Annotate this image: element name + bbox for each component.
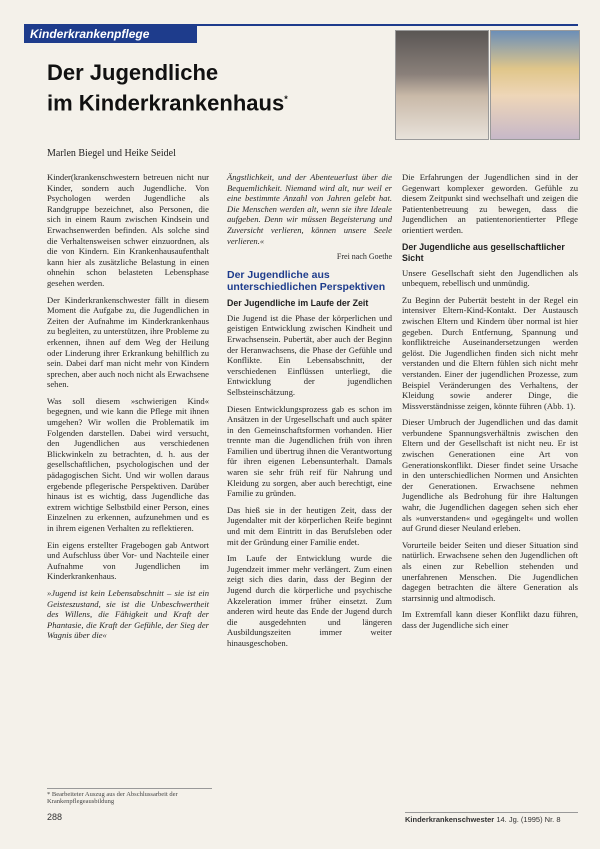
paragraph: Dieser Umbruch der Jugendlichen und das damit verbundene Spannungsverhältnis zwischen den Eltern und der Gesellschaft ist nicht neu. Er ist zwischen Generationen eine Art von Generationskonflikt. Dieser findet seine Ursache in den unterschiedlichen Normen und Ansichten der Generationen. Erwachsene nehmen Jugendliche als Bedrohung für ihre Haltungen wahr, die Jugendlichen dagegen sehen sich eher als »unverstanden« und »gegängelt« und wollen auf Grund dieser Neuland erleben. xyxy=(402,417,578,534)
paragraph: Ein eigens erstellter Fragebogen gab Antwort und Aufschluss über Vor- und Nachteile einer Aufnahme von Jugendlichen im Kinderkrankenhaus. xyxy=(47,539,209,582)
quote-block-continued: Ängstlichkeit, und der Abenteuerlust über die Bequemlichkeit. Niemand wird alt, nur weil er eine bestimmte Anzahl von Jahren gelebt hat. Die Menschen werden alt, wenn sie ihre Ideale aufgeben. Denn wir müssen Begeisterung und Zuversicht verlieren, können unsere Seele verlieren.« xyxy=(227,172,392,246)
paragraph: Die Erfahrungen der Jugendlichen sind in der Gegenwart komplexer geworden. Gefühle zu diesem Zeitpunkt sind wechselhaft und zeigen die Patientenbetreuung zu bewegen, dass die Jugendlichen an patientenorientierter Pflege orientiert werden. xyxy=(402,172,578,235)
paragraph: Kinder(krankenschwestern betreuen nicht nur Kinder, sondern auch Jugendliche. Von Psychologen werden Jugendliche als Randgruppe bezeichnet, also Personen, die sich in einem Raum zwischen Kindsein und Erwachsenwerden befinden. Als solche sind die Verhaltensweisen schwer einzuordnen, als die von Kindern. Ein Krankenhausaufenthalt kann hier als zusätzliche Belastung in einen ohnehin schon belasteten Lebensphase gesehen werden. xyxy=(47,172,209,288)
author-photo-2 xyxy=(490,30,580,140)
subsection-heading: Der Jugendliche aus gesellschaftlicher Sicht xyxy=(402,241,565,263)
paragraph: Das hieß sie in der heutigen Zeit, dass der Jugendalter mit der körperlichen Reife beginnt und mit dem Eintritt in das Berufsleben oder mit der Gründung einer Familie endet. xyxy=(227,504,392,547)
column-2 xyxy=(227,172,392,655)
paragraph: Der Kinderkrankenschwester fällt in diesem Moment die Aufgabe zu, die Jugendlichen in Zeiten der Aufnahme im Kinderkrankenhaus zu begleiten, zu unterstützen, ihre Probleme zu erkennen, ihnen auf dem Weg der Heilung oder Linderung ihrer Erkrankung behilflich zu sein. Dabei darf man nicht mehr von Kindern sprechen, aber auch noch nicht als Erwachsene sehen. xyxy=(47,294,209,390)
paragraph: Unsere Gesellschaft sieht den Jugendlichen als unbequem, rebellisch und unmündig. xyxy=(402,267,578,289)
title-line-2 xyxy=(47,86,377,116)
paragraph: Was soll diesem »schwierigen Kind« begegnen, und wie kann die Pflege mit ihnen umgehen? Wir wollen die Problematik im Folgenden darstellen. Dabei wird versucht, den Jugendlichen aus verschiedenen Blickwinkeln zu betrachten, d. h. aus der gesellschaftlichen, psychologischen und der pädagogischen Sicht. Und wir wollen daraus ergebende pflegerische Perspektiven. Darüber hinaus ist es wichtig, dass Jugendliche das extrem wichtige Selbstbild einer Person, eines Einzelnen zu erkennen, aufzunehmen und es in ihrem eigenen Verhalten zu reflektieren. xyxy=(47,395,209,533)
quote-block: »Jugend ist kein Lebensabschnitt – sie ist ein Geisteszustand, sie ist die Unbeschwertheit des Willens, die Fähigkeit und Kraft der Phantasie, die Kraft der Gefühle, der Sieg der Wagnis über die« xyxy=(47,587,209,641)
authors-line: Marlen Biegel und Heike Seidel xyxy=(47,148,176,159)
paragraph: Die Jugend ist die Phase der körperlichen und geistigen Entwicklung zwischen Kindheit und Erwachsensein. Pubertät, aber auch der Beginn der Heranwachsens, die Phase der Gefühle und Konflikte. Ein Lebensabschnitt, der verschiedenen Einflüssen unterliegt, die Entwicklung der jugendlichen Selbsteinschätzung. xyxy=(227,312,392,397)
title-line-2-text: im Kinderkrankenhaus xyxy=(47,90,285,116)
footer-journal-line xyxy=(405,812,578,824)
paragraph: Zu Beginn der Pubertät besteht in der Regel ein intensiver Eltern-Kind-Kontakt. Der Austausch zwischen Eltern und Kindern über normal ist hier gegeben. Durch Entfernung, Spannung und konfliktreiche Auseinandersetzungen werden gelöst. Die Jugendlichen finden sich nicht mehr verstanden und die Eltern fühlen sich nicht mehr verstanden. Einer der jugendlichen Prozesse, zum Beispiel Veränderungen des Verhaltens, der Kleidung sowie anderer Dinge, die Missverständnisse zeigen, könnte führen (Abb. 1). xyxy=(402,294,578,411)
article-title xyxy=(47,60,377,116)
title-line-1: Der Jugendliche xyxy=(47,60,219,85)
section-header: Kinderkrankenpflege xyxy=(24,26,197,43)
subsection-heading: Der Jugendliche im Laufe der Zeit xyxy=(227,297,369,308)
journal-issue: 14. Jg. (1995) Nr. 8 xyxy=(496,815,561,824)
page-number: 288 xyxy=(47,812,63,822)
author-photo-1 xyxy=(395,30,489,140)
footnote: * Bearbeiteter Auszug aus der Abschlussarbeit der Krankenpflegeausbildung xyxy=(47,788,212,805)
section-heading: Der Jugendliche aus unterschiedlichen Perspektiven xyxy=(227,268,386,294)
column-3 xyxy=(402,172,578,637)
quote-source: Frei nach Goethe xyxy=(336,252,392,262)
paragraph: Vorurteile beider Seiten und dieser Situation sind natürlich. Erwachsene sehen den Jugendlichen oft als einen zur Rebellion stehenden und unerfahrenen Menschen. Die Jugendlichen dagegen betrachten die ältere Generation als starrsinnig und altmodisch. xyxy=(402,539,578,603)
column-1 xyxy=(47,172,209,647)
paragraph: Im Extremfall kann dieser Konflikt dazu führen, dass der Jugendliche sich einer xyxy=(402,609,578,630)
paragraph: Im Laufe der Entwicklung wurde die Jugendzeit immer mehr verlängert. Zum einen zeigt sich dies darin, dass der Beginn der Jugend durch die körperliche und psychische Akzeleration immer früher einsetzt. Zum anderen wird heute das Ende der Jugend durch die ausgedehnten und längeren Ausbildungszeiten immer weiter hinausgeschoben. xyxy=(227,553,392,648)
paragraph: Diesen Entwicklungsprozess gab es schon im Ansätzen in der Urgesellschaft und auch später in den Gemeinschaftsformen vorhanden. Hier trennte man die Jugendlichen früh von ihren Familien und übertrug ihnen die Verantwortung für ihren eigenen Lebensunterhalt. Damals waren sie sehr früh reif für Nahrung und Kleidung zu sorgen, aber auch berechtigt, eine Familie zu gründen. xyxy=(227,403,392,499)
title-footnote-mark: * xyxy=(284,94,288,104)
journal-name: Kinderkrankenschwester xyxy=(405,815,495,824)
